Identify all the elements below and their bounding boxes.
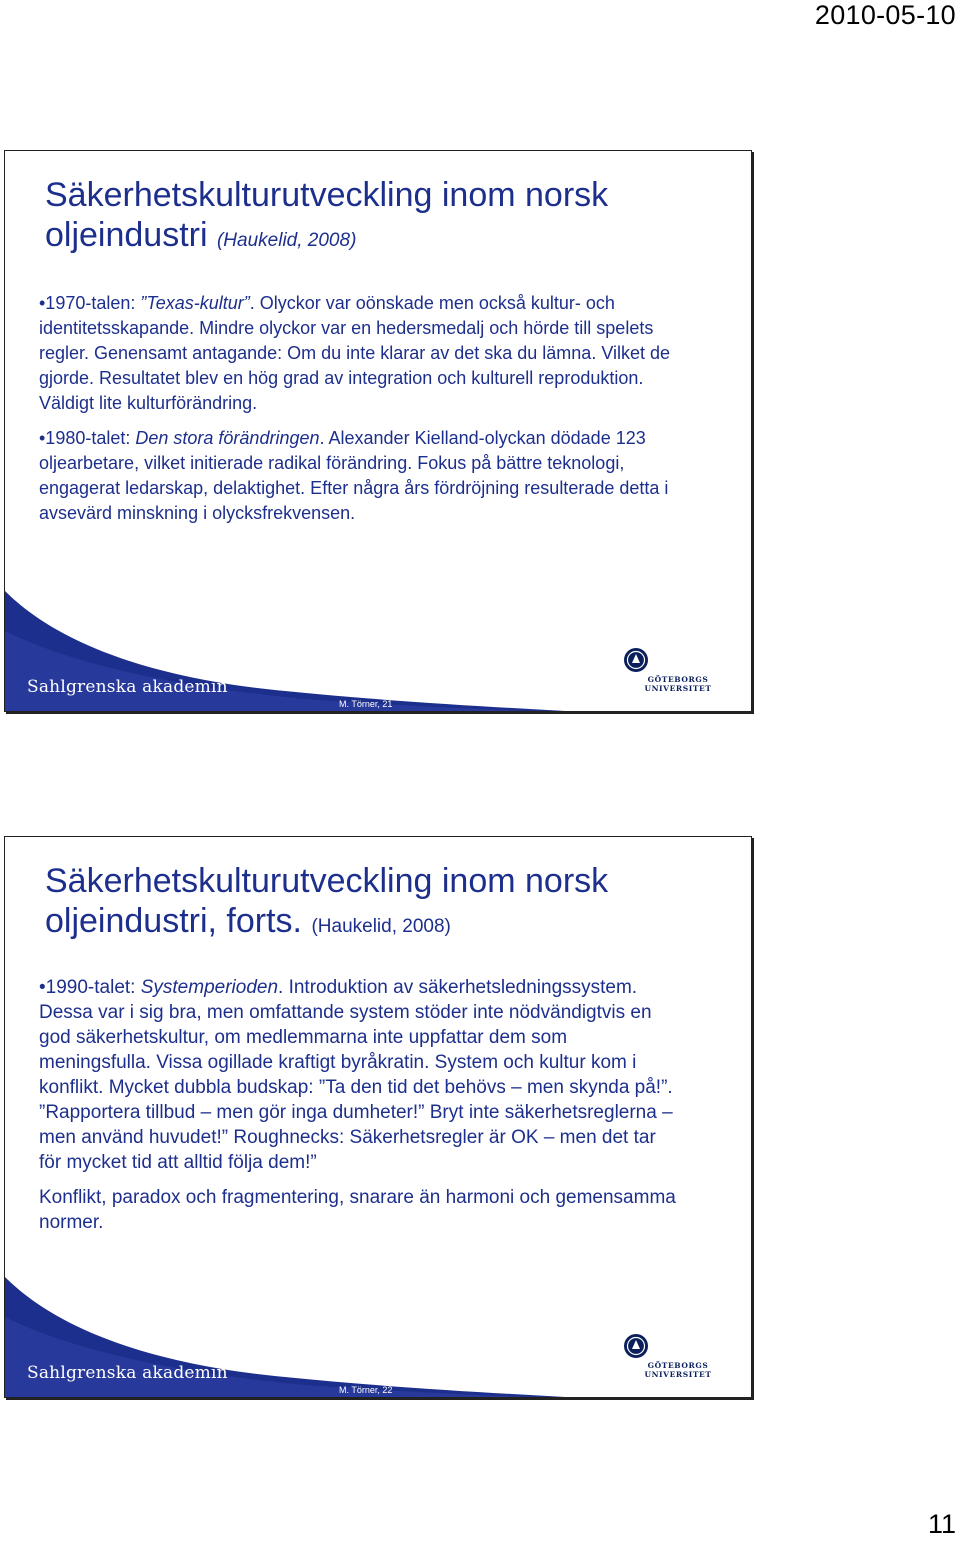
text-segment-italic: Systemperioden xyxy=(140,977,279,998)
slide-title-main: Säkerhetskulturutveckling inom norsk oljeindustri, forts. xyxy=(45,862,609,940)
text-segment-italic: ”Texas-kultur” xyxy=(140,293,250,313)
university-name: GÖTEBORGS UNIVERSITET xyxy=(644,1361,712,1379)
university-seal-icon xyxy=(623,647,649,673)
university-name: GÖTEBORGS UNIVERSITET xyxy=(644,675,712,693)
slide-page-ref: M. Törner, 21 xyxy=(339,699,393,709)
slide-title-main: Säkerhetskulturutveckling inom norsk oljeindustri xyxy=(45,176,609,254)
slide-22 xyxy=(4,836,752,1398)
slide-title xyxy=(45,861,735,947)
slide-title xyxy=(45,175,735,261)
sahlgrenska-logo: Sahlgrenska akademin xyxy=(27,1363,228,1383)
paragraph xyxy=(39,975,679,1175)
text-segment: . Olyckor var oönskade men också kultur- och identitetsskapande. Mindre olyckor var en hedersmedalj och hörde till spelets regler. Genensamt antagande: Om du inte klarar av det ska du lämna. Vilket de gjorde. Resultatet blev en hög grad av integration och kulturell reproduktion. Väldigt lite kulturförändring. xyxy=(39,293,671,413)
university-logo xyxy=(623,647,733,693)
university-seal-icon xyxy=(623,1333,649,1359)
text-segment-italic: Den stora förändringen xyxy=(135,428,320,448)
slide-body xyxy=(39,975,679,1245)
text-segment: •1970-talen: xyxy=(39,293,141,313)
slide-title-citation: (Haukelid, 2008) xyxy=(311,916,451,937)
sahlgrenska-logo: Sahlgrenska akademin xyxy=(27,677,228,697)
slide-title-citation: (Haukelid, 2008) xyxy=(216,230,357,251)
text-segment: . Alexander Kielland-olyckan dödade 123 oljearbetare, vilket initierade radikal förändring. Fokus på bättre teknologi, engagerat ledarskap, delaktighet. Efter några års fördröjning resulterade detta i avsevärd minskning i olycksfrekvensen. xyxy=(39,428,669,523)
page-date: 2010-05-10 xyxy=(814,0,956,30)
slide-body xyxy=(39,291,679,536)
slide-page-ref: M. Törner, 22 xyxy=(339,1385,393,1395)
text-segment: . Introduktion av säkerhetsledningssystem. Dessa var i sig bra, men omfattande system stöder inte nödvändigtvis en god säkerhetskultur, om medlemmarna inte uppfattar dem som meningsfulla. Vissa ogillade kraftigt byråkratin. System och kultur kom i konflikt. Mycket dubbla budskap: ”Ta den tid det behövs – men skynda på!”. ”Rapportera tillbud – men gör inga dumheter!” Bryt inte säkerhetsreglerna – men använd huvudet!” Roughnecks: Säkerhetsregler är OK – men det tar för mycket tid att alltid följa dem!” xyxy=(39,977,673,1173)
paragraph xyxy=(39,426,679,526)
slide-21 xyxy=(4,150,752,712)
university-logo xyxy=(623,1333,733,1379)
text-segment: •1990-talet: xyxy=(39,977,141,998)
slide-footer xyxy=(5,1277,751,1397)
slide-footer xyxy=(5,591,751,711)
paragraph xyxy=(39,1185,679,1235)
text-segment: Konflikt, paradox och fragmentering, snarare än harmoni och gemensamma normer. xyxy=(39,1187,676,1233)
paragraph xyxy=(39,291,679,416)
page-number: 11 xyxy=(927,1509,956,1539)
text-segment: •1980-talet: xyxy=(39,428,136,448)
